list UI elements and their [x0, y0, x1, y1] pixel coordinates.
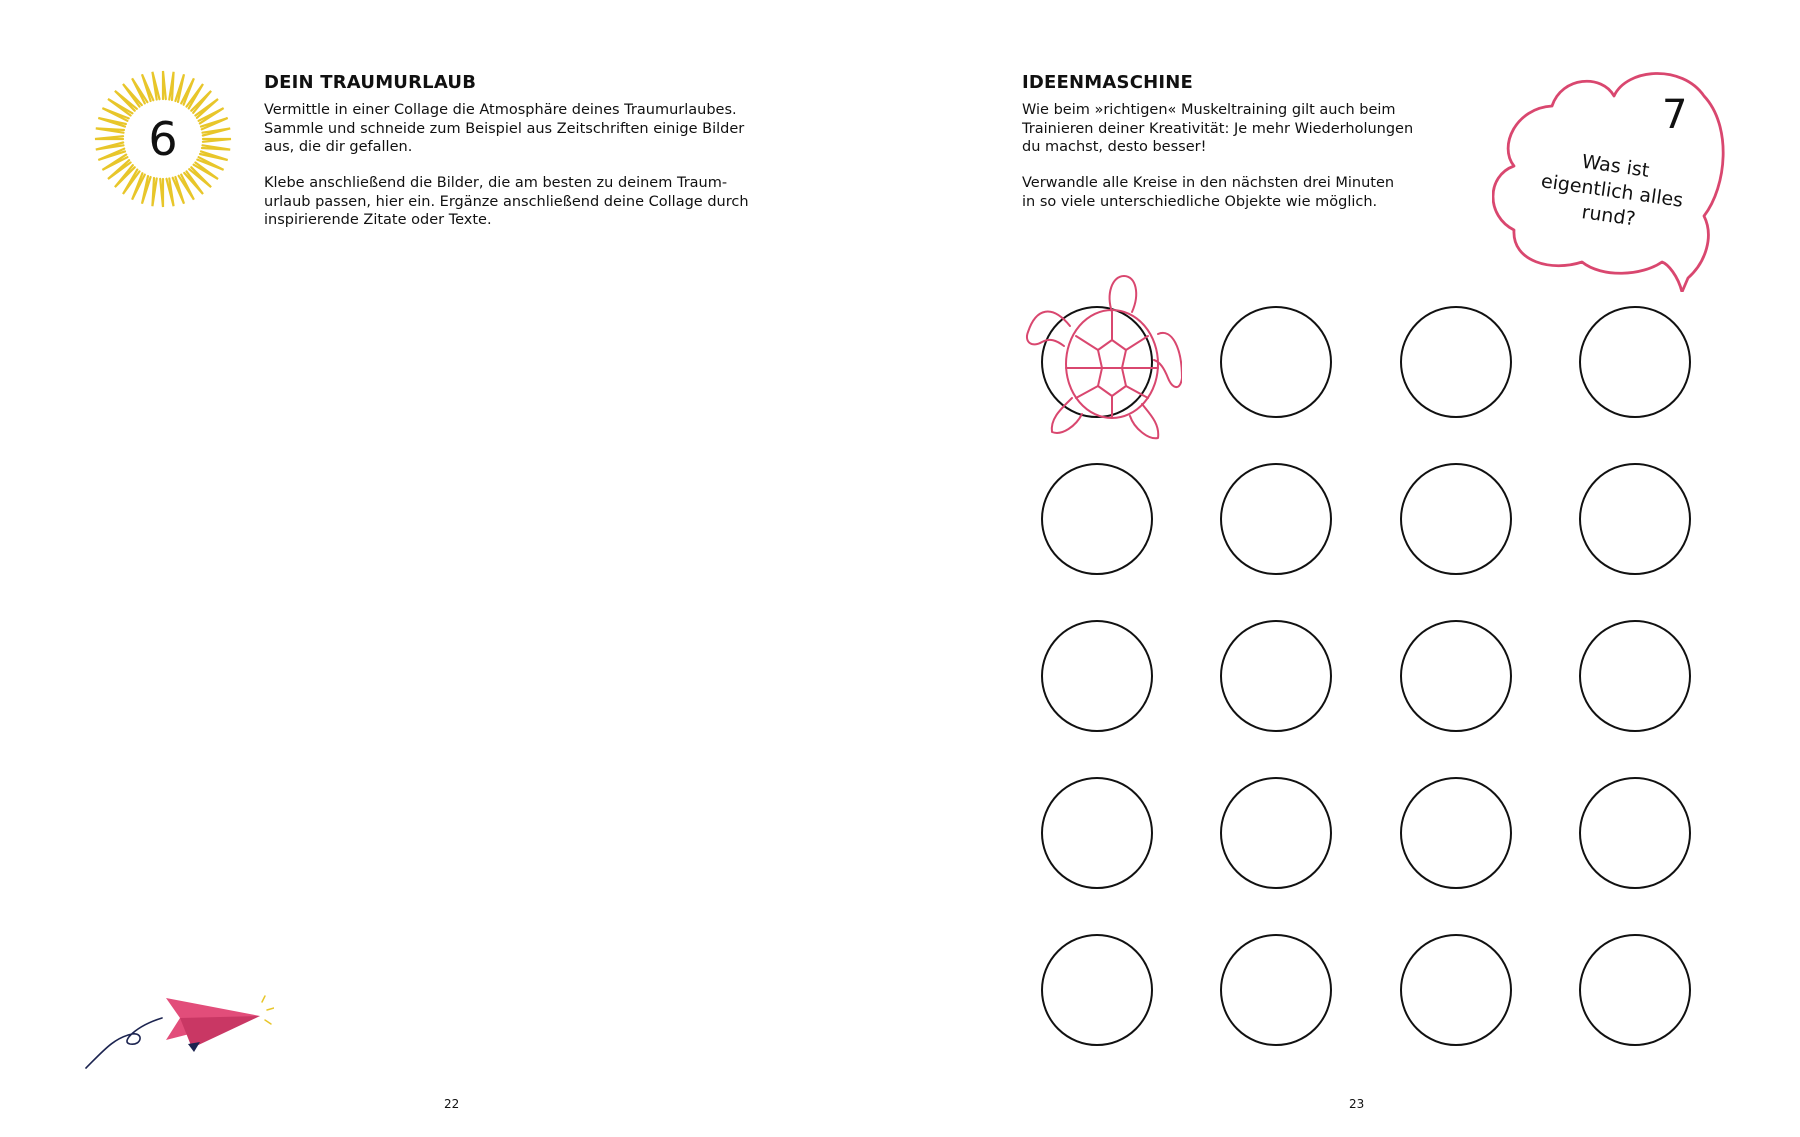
page-number: 22 — [444, 1097, 460, 1111]
speech-cloud — [1492, 66, 1730, 292]
drawing-circle — [1579, 306, 1691, 418]
sun-badge — [92, 68, 234, 210]
instruction-paragraph-1: Vermittle in einer Collage die Atmosphäre deines Traumurlaubes. Sammle und schneide zum Beispiel aus Zeitschriften einige Bilder aus, die dir gefallen. — [264, 102, 745, 155]
drawing-circle — [1579, 777, 1691, 889]
cloud-question: Was ist eigentlich alles rund? — [1539, 150, 1685, 231]
drawing-circle — [1220, 463, 1332, 575]
drawing-circle — [1041, 620, 1153, 732]
drawing-circle — [1579, 620, 1691, 732]
instruction-paragraph-1: Wie beim »richtigen« Muskeltraining gilt auch beim Trainieren deiner Kreativität: Je mehr Wiederholungen du machst, desto besser! — [1022, 102, 1414, 155]
drawing-circle — [1400, 306, 1512, 418]
page-number: 23 — [1349, 1097, 1365, 1111]
drawing-circle — [1579, 463, 1691, 575]
exercise-number: 7 — [1662, 92, 1688, 138]
exercise-number: 6 — [148, 112, 178, 166]
drawing-circle — [1579, 934, 1691, 1046]
turtle-doodle — [1022, 268, 1182, 448]
exercise-title: DEIN TRAUMURLAUB — [264, 72, 477, 93]
drawing-circle — [1400, 934, 1512, 1046]
drawing-circle — [1041, 777, 1153, 889]
instruction-paragraph-2: Klebe anschließend die Bilder, die am besten zu deinem Traum- urlaub passen, hier ein. Ergänze anschließend deine Collage durch inspirierende Zitate oder Texte. — [264, 175, 749, 228]
instruction-paragraph-2: Verwandle alle Kreise in den nächsten drei Minuten in so viele unterschiedliche Objekte wie möglich. — [1022, 175, 1395, 210]
drawing-circle — [1400, 463, 1512, 575]
drawing-circle — [1220, 934, 1332, 1046]
drawing-circle — [1041, 934, 1153, 1046]
exercise-title: IDEENMASCHINE — [1022, 72, 1194, 93]
drawing-circle — [1400, 620, 1512, 732]
drawing-circle — [1400, 777, 1512, 889]
drawing-circle — [1220, 620, 1332, 732]
drawing-circle — [1220, 306, 1332, 418]
paper-plane-icon — [84, 990, 274, 1070]
drawing-circle — [1041, 463, 1153, 575]
drawing-circle — [1220, 777, 1332, 889]
